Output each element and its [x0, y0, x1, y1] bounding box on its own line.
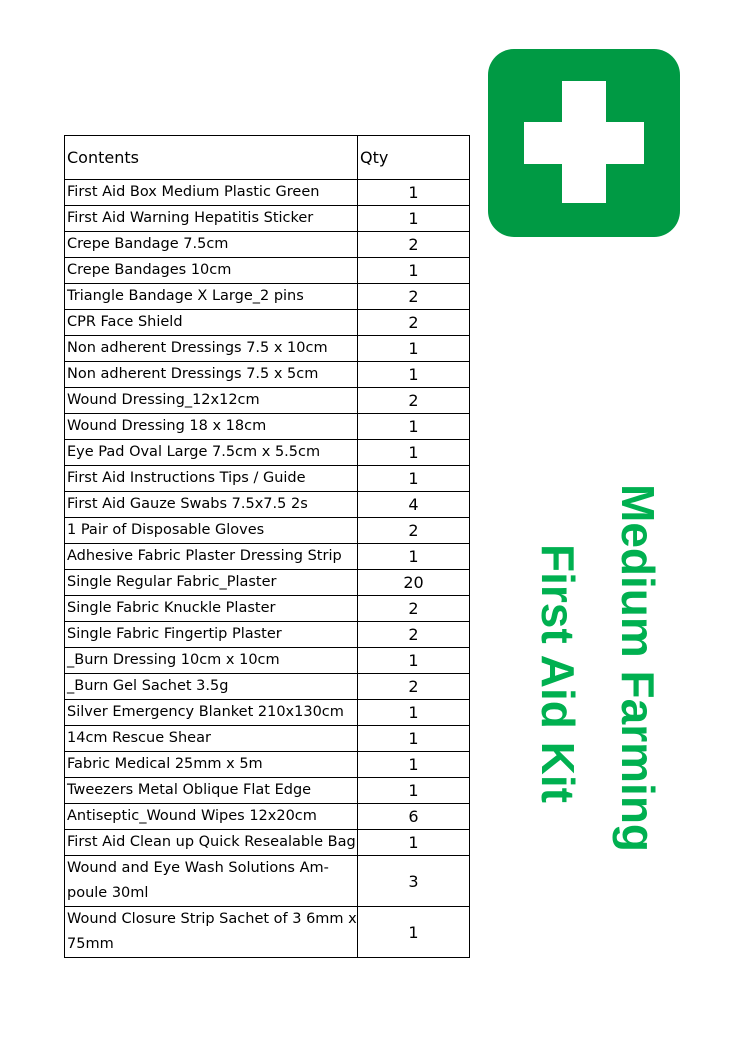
- item-cell: First Aid Gauze Swabs 7.5x7.5 2s: [65, 492, 358, 518]
- qty-cell: 6: [358, 804, 470, 830]
- table-row: [65, 674, 470, 700]
- item-cell: _Burn Dressing 10cm x 10cm: [65, 648, 358, 674]
- table-row: [65, 284, 470, 310]
- item-cell: 1 Pair of Disposable Gloves: [65, 518, 358, 544]
- item-cell: Wound and Eye Wash Solutions Am-poule 30ml: [65, 856, 358, 907]
- item-cell: Single Fabric Fingertip Plaster: [65, 622, 358, 648]
- qty-header: Qty: [358, 136, 470, 180]
- table-row: [65, 700, 470, 726]
- item-cell: First Aid Box Medium Plastic Green: [65, 180, 358, 206]
- item-cell: Antiseptic_Wound Wipes 12x20cm: [65, 804, 358, 830]
- table-row: [65, 466, 470, 492]
- qty-cell: 1: [358, 700, 470, 726]
- qty-cell: 3: [358, 856, 470, 907]
- qty-cell: 1: [358, 752, 470, 778]
- table-row: [65, 258, 470, 284]
- table-row: [65, 778, 470, 804]
- table-row: [65, 804, 470, 830]
- table-row: [65, 362, 470, 388]
- qty-cell: 2: [358, 310, 470, 336]
- contents-header: Contents: [65, 136, 358, 180]
- item-cell: First Aid Warning Hepatitis Sticker: [65, 206, 358, 232]
- item-cell: Single Regular Fabric_Plaster: [65, 570, 358, 596]
- table-row: [65, 310, 470, 336]
- table-row: [65, 570, 470, 596]
- item-cell: Crepe Bandages 10cm: [65, 258, 358, 284]
- qty-cell: 2: [358, 388, 470, 414]
- table-row: [65, 752, 470, 778]
- table-row: [65, 856, 470, 907]
- table-row: [65, 596, 470, 622]
- item-cell: Non adherent Dressings 7.5 x 10cm: [65, 336, 358, 362]
- item-cell: Triangle Bandage X Large_2 pins: [65, 284, 358, 310]
- table-row: [65, 622, 470, 648]
- cross-horizontal-bar: [524, 122, 644, 164]
- table-row: [65, 830, 470, 856]
- qty-cell: 1: [358, 830, 470, 856]
- item-cell: _Burn Gel Sachet 3.5g: [65, 674, 358, 700]
- table-row: [65, 440, 470, 466]
- table-row: [65, 518, 470, 544]
- item-cell: Eye Pad Oval Large 7.5cm x 5.5cm: [65, 440, 358, 466]
- item-cell: Crepe Bandage 7.5cm: [65, 232, 358, 258]
- qty-cell: 2: [358, 518, 470, 544]
- qty-cell: 1: [358, 206, 470, 232]
- item-cell: Adhesive Fabric Plaster Dressing Strip: [65, 544, 358, 570]
- qty-cell: 20: [358, 570, 470, 596]
- qty-cell: 2: [358, 284, 470, 310]
- contents-table: [64, 135, 470, 958]
- item-cell: CPR Face Shield: [65, 310, 358, 336]
- item-cell: Wound Dressing 18 x 18cm: [65, 414, 358, 440]
- table-row: [65, 492, 470, 518]
- item-cell: Single Fabric Knuckle Plaster: [65, 596, 358, 622]
- qty-cell: 1: [358, 336, 470, 362]
- qty-cell: 1: [358, 414, 470, 440]
- table-row: [65, 388, 470, 414]
- item-cell: First Aid Instructions Tips / Guide: [65, 466, 358, 492]
- qty-cell: 1: [358, 907, 470, 958]
- qty-cell: 2: [358, 622, 470, 648]
- qty-cell: 4: [358, 492, 470, 518]
- item-cell: Non adherent Dressings 7.5 x 5cm: [65, 362, 358, 388]
- table-row: [65, 726, 470, 752]
- table-header-row: [65, 136, 470, 180]
- qty-cell: 1: [358, 778, 470, 804]
- table-row: [65, 414, 470, 440]
- qty-cell: 2: [358, 232, 470, 258]
- qty-cell: 1: [358, 648, 470, 674]
- qty-cell: 1: [358, 258, 470, 284]
- item-cell: Wound Closure Strip Sachet of 3 6mm x 75mm: [65, 907, 358, 958]
- qty-cell: 2: [358, 596, 470, 622]
- qty-cell: 1: [358, 180, 470, 206]
- title-line-1: Medium Farming: [612, 484, 664, 853]
- table-row: [65, 336, 470, 362]
- qty-cell: 1: [358, 466, 470, 492]
- table-row: [65, 544, 470, 570]
- qty-cell: 1: [358, 362, 470, 388]
- table-row: [65, 907, 470, 958]
- table-row: [65, 180, 470, 206]
- qty-cell: 1: [358, 440, 470, 466]
- qty-cell: 1: [358, 726, 470, 752]
- item-cell: 14cm Rescue Shear: [65, 726, 358, 752]
- table-row: [65, 648, 470, 674]
- qty-cell: 1: [358, 544, 470, 570]
- qty-cell: 2: [358, 674, 470, 700]
- first-aid-cross-icon: [488, 49, 680, 237]
- table-row: [65, 232, 470, 258]
- item-cell: Tweezers Metal Oblique Flat Edge: [65, 778, 358, 804]
- item-cell: Silver Emergency Blanket 210x130cm: [65, 700, 358, 726]
- item-cell: Wound Dressing_12x12cm: [65, 388, 358, 414]
- table-row: [65, 206, 470, 232]
- title-line-2: First Aid Kit: [532, 544, 584, 803]
- item-cell: Fabric Medical 25mm x 5m: [65, 752, 358, 778]
- item-cell: First Aid Clean up Quick Resealable Bag: [65, 830, 358, 856]
